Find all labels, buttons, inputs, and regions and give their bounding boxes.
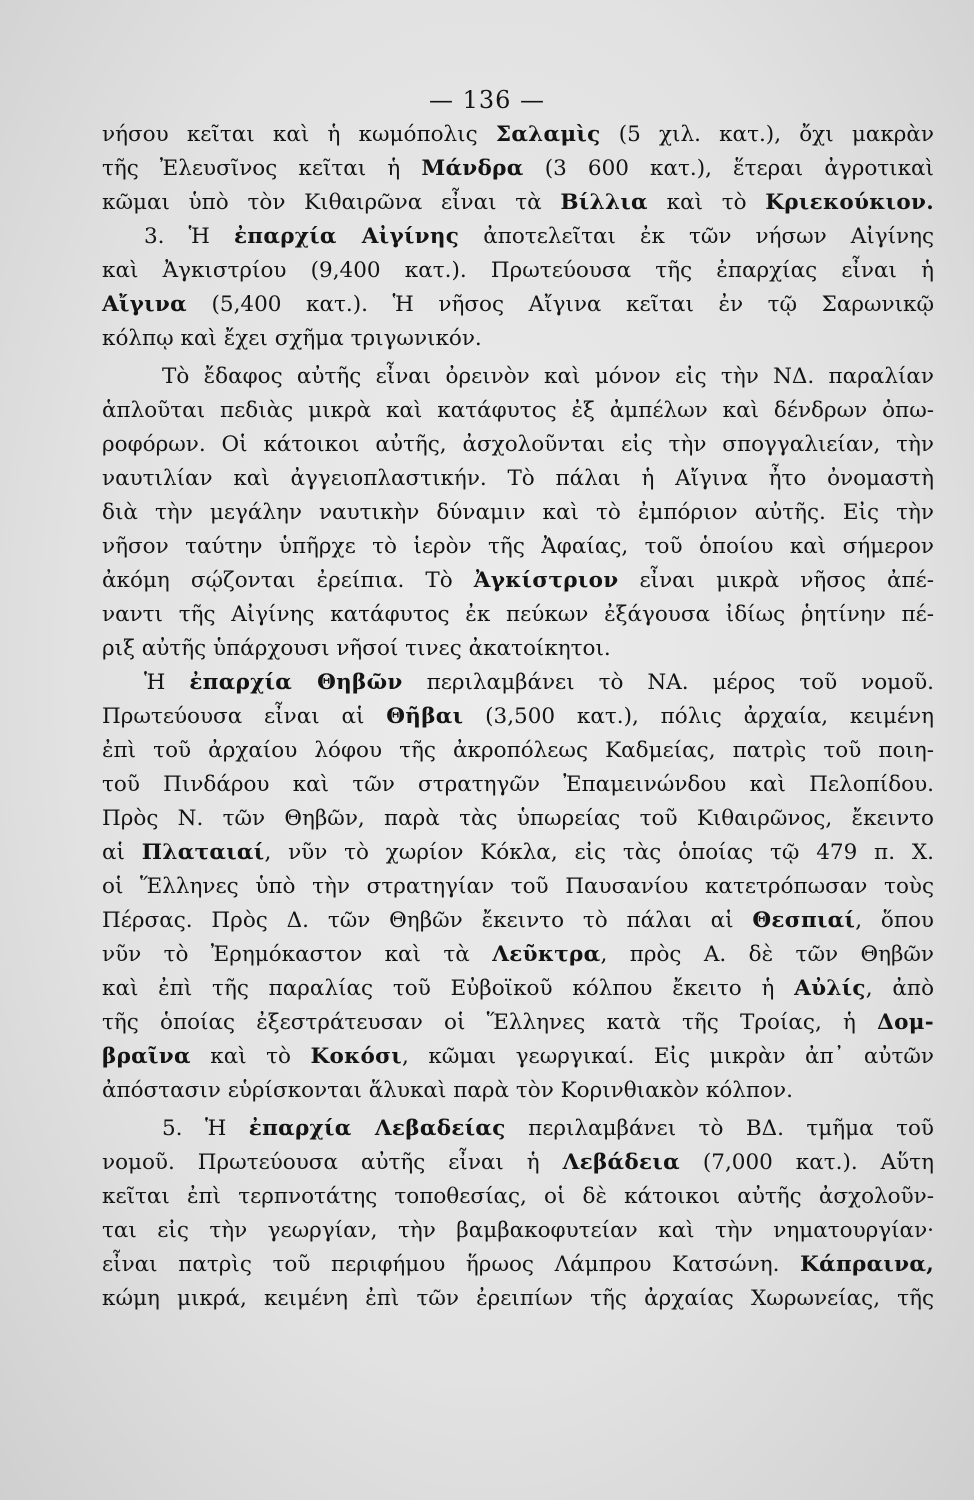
- text-line: [102, 1214, 934, 1248]
- text-run: κώμη μικρά, κειμένη ἐπὶ τῶν ἐρειπίων τῆς ἀρχαίας Χωρωνείας, τῆς: [102, 1286, 934, 1311]
- text-run: κῶμαι ὑπὸ τὸν Κιθαιρῶνα εἶναι τὰ: [102, 190, 561, 215]
- text-line: [102, 666, 934, 700]
- bold-term: Κριεκούκιον.: [765, 190, 934, 215]
- text-line: [102, 598, 934, 632]
- text-run: (5,400 κατ.). Ἡ νῆσος Αἴγινα κεῖται ἐν τῷ Σαρωνικῷ: [186, 292, 934, 317]
- text-line: [102, 1248, 934, 1282]
- text-run: , πρὸς Α. δὲ τῶν Θηβῶν: [600, 942, 934, 967]
- text-run: ναυτιλίαν καὶ ἀγγειοπλαστικήν. Τὸ πάλαι ἡ Αἴγινα ἦτο ὀνομαστὴ: [102, 466, 934, 491]
- body-text: [102, 118, 934, 1316]
- text-run: Πέρσας. Πρὸς Δ. τῶν Θηβῶν ἔκειντο τὸ πάλαι αἱ: [102, 908, 753, 933]
- text-line: [102, 972, 934, 1006]
- text-line: [102, 1146, 934, 1180]
- text-run: Πρὸς Ν. τῶν Θηβῶν, παρὰ τὰς ὑπωρείας τοῦ Κιθαιρῶνος, ἔκειντο: [102, 806, 934, 831]
- bold-term: ἐπαρχία Αἰγίνης: [233, 224, 460, 249]
- text-run: καὶ ἐπὶ τῆς παραλίας τοῦ Εὐβοϊκοῦ κόλπου ἔκειτο ἡ: [102, 976, 795, 1001]
- text-line: [102, 1112, 934, 1146]
- bold-term: Σαλαμὶς: [495, 122, 601, 147]
- text-line: [102, 428, 934, 462]
- bold-term: Θῆβαι: [386, 704, 464, 729]
- text-line: [102, 734, 934, 768]
- text-line: [102, 700, 934, 734]
- text-run: νομοῦ. Πρωτεύουσα αὐτῆς εἶναι ἡ: [102, 1150, 563, 1175]
- bold-term: Λεῦκτρα: [492, 942, 601, 967]
- bold-term: Κάπραινα,: [800, 1252, 934, 1277]
- text-run: τοῦ Πινδάρου καὶ τῶν στρατηγῶν Ἐπαμεινώνδου καὶ Πελοπίδου.: [102, 772, 934, 797]
- text-line: [102, 768, 934, 802]
- text-line: [102, 360, 934, 394]
- text-run: οἱ Ἕλληνες ὑπὸ τὴν στρατηγίαν τοῦ Παυσανίου κατετρόπωσαν τοὺς: [102, 874, 934, 899]
- text-line: [102, 632, 934, 666]
- text-run: (3 600 κατ.), ἕτεραι ἀγροτικαὶ: [523, 156, 934, 181]
- text-run: νῦν τὸ Ἐρημόκαστον καὶ τὰ: [102, 942, 493, 967]
- text-run: Ἡ: [144, 670, 190, 695]
- text-run: , ἀπὸ: [865, 976, 935, 1001]
- bold-term: Αὐλίς: [794, 976, 866, 1001]
- text-run: καὶ τὸ: [190, 1044, 311, 1069]
- text-run: Τὸ ἔδαφος αὐτῆς εἶναι ὀρεινὸν καὶ μόνον εἰς τὴν ΝΔ. παραλίαν: [162, 364, 934, 389]
- text-run: περιλαμβάνει τὸ ΝΑ. μέρος τοῦ νομοῦ.: [402, 670, 934, 695]
- text-run: νῆσον ταύτην ὑπῆρχε τὸ ἱερὸν τῆς Ἀφαίας, τοῦ ὁποίου καὶ σήμερον: [102, 534, 934, 559]
- bold-term: Ἀγκίστριον: [473, 568, 619, 593]
- bold-term: Μάνδρα: [421, 156, 524, 181]
- text-run: ἀκόμη σῴζονται ἐρείπια. Τὸ: [102, 568, 474, 593]
- text-line: [102, 1006, 934, 1040]
- text-run: εἶναι μικρὰ νῆσος ἀπέ-: [618, 568, 934, 593]
- text-run: αἱ: [102, 840, 142, 865]
- text-run: ροφόρων. Οἱ κάτοικοι αὐτῆς, ἀσχολοῦνται εἰς τὴν σπογγαλιείαν, τὴν: [102, 432, 934, 457]
- bold-term: Πλαταιαί: [141, 840, 265, 865]
- bold-term: Βίλλια: [560, 190, 648, 215]
- text-run: κόλπῳ καὶ ἔχει σχῆμα τριγωνικόν.: [102, 326, 482, 351]
- text-line: [102, 220, 934, 254]
- bold-term: Θεσπιαί: [752, 908, 856, 933]
- text-line: [102, 564, 934, 598]
- text-line: [102, 1180, 934, 1214]
- text-line: [102, 496, 934, 530]
- text-run: καὶ Ἀγκιστρίου (9,400 κατ.). Πρωτεύουσα τῆς ἐπαρχίας εἶναι ἡ: [102, 258, 934, 283]
- text-run: ἀποτελεῖται ἐκ τῶν νήσων Αἰγίνης: [459, 224, 935, 249]
- text-run: ἀπόστασιν εὑρίσκονται ἅλυκαὶ παρὰ τὸν Κορινθιακὸν κόλπον.: [102, 1078, 793, 1103]
- bold-term: βραῖνα: [102, 1044, 191, 1069]
- page-number: — 136 —: [428, 86, 546, 114]
- text-run: τῆς ὁποίας ἐξεστράτευσαν οἱ Ἕλληνες κατὰ τῆς Τροίας, ἡ: [102, 1010, 878, 1035]
- text-run: ναντι τῆς Αἰγίνης κατάφυτος ἐκ πεύκων ἐξάγουσα ἰδίως ῥητίνην πέ-: [102, 602, 934, 627]
- text-run: κεῖται ἐπὶ τερπνοτάτης τοποθεσίας, οἱ δὲ κάτοικοι αὐτῆς ἀσχολοῦν-: [102, 1184, 934, 1209]
- text-line: [102, 836, 934, 870]
- text-run: (3,500 κατ.), πόλις ἀρχαία, κειμένη: [463, 704, 934, 729]
- text-run: ριξ αὐτῆς ὑπάρχουσι νῆσοί τινες ἀκατοίκητοι.: [102, 636, 611, 661]
- text-run: (5 χιλ. κατ.), ὄχι μακρὰν: [600, 122, 934, 147]
- bold-term: Δομ-: [877, 1010, 934, 1035]
- text-line: [102, 186, 934, 220]
- text-line: [102, 530, 934, 564]
- text-line: [102, 118, 934, 152]
- text-run: περιλαμβάνει τὸ ΒΔ. τμῆμα τοῦ: [505, 1116, 934, 1141]
- bold-term: ἐπαρχία Θηβῶν: [189, 670, 403, 695]
- text-run: , ὅπου: [855, 908, 934, 933]
- text-line: [102, 254, 934, 288]
- text-line: [102, 1282, 934, 1316]
- bold-term: Αἴγινα: [102, 292, 187, 317]
- text-run: 5. Ἡ: [162, 1116, 249, 1141]
- text-run: τῆς Ἐλευσῖνος κεῖται ἡ: [102, 156, 422, 181]
- bold-term: Λεβάδεια: [562, 1150, 680, 1175]
- text-line: [102, 870, 934, 904]
- text-run: ἁπλοῦται πεδιὰς μικρὰ καὶ κατάφυτος ἐξ ἀμπέλων καὶ δένδρων ὀπω-: [102, 398, 934, 423]
- text-run: διὰ τὴν μεγάλην ναυτικὴν δύναμιν καὶ τὸ ἐμπόριον αὐτῆς. Εἰς τὴν: [102, 500, 934, 525]
- text-run: ται εἰς τὴν γεωργίαν, τὴν βαμβακοφυτείαν καὶ τὴν νηματουργίαν·: [102, 1218, 934, 1243]
- text-run: , κῶμαι γεωργικαί. Εἰς μικρὰν ἀπ᾽ αὐτῶν: [402, 1044, 934, 1069]
- text-run: εἶναι πατρὶς τοῦ περιφήμου ἥρωος Λάμπρου Κατσώνη.: [102, 1252, 801, 1277]
- text-line: [102, 288, 934, 322]
- text-run: ἐπὶ τοῦ ἀρχαίου λόφου τῆς ἀκροπόλεως Καδμείας, πατρὶς τοῦ ποιη-: [102, 738, 934, 763]
- bold-term: ἐπαρχία Λεβαδείας: [248, 1116, 506, 1141]
- text-line: [102, 1074, 934, 1108]
- text-run: , νῦν τὸ χωρίον Κόκλα, εἰς τὰς ὁποίας τῷ 479 π. Χ.: [264, 840, 934, 865]
- text-line: [102, 394, 934, 428]
- text-run: καὶ τὸ: [647, 190, 766, 215]
- text-run: (7,000 κατ.). Αὕτη: [679, 1150, 934, 1175]
- text-line: [102, 938, 934, 972]
- text-line: [102, 322, 934, 356]
- text-line: [102, 904, 934, 938]
- text-line: [102, 462, 934, 496]
- text-line: [102, 1040, 934, 1074]
- text-run: 3. Ἡ: [144, 224, 234, 249]
- text-line: [102, 152, 934, 186]
- bold-term: Κοκόσι: [310, 1044, 403, 1069]
- text-run: νήσου κεῖται καὶ ἡ κωμόπολις: [102, 122, 496, 147]
- text-run: Πρωτεύουσα εἶναι αἱ: [102, 704, 387, 729]
- text-line: [102, 802, 934, 836]
